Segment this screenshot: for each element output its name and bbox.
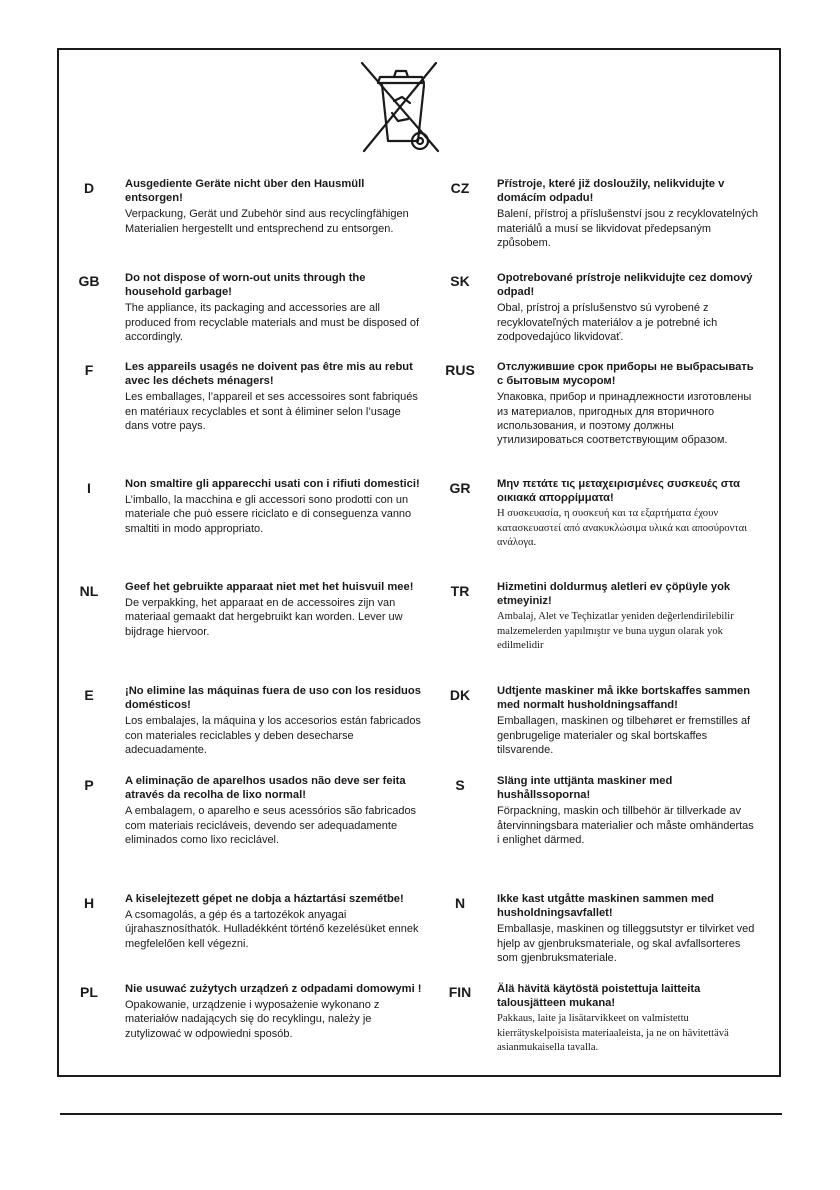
language-code-n: N <box>454 895 466 911</box>
language-code-e: E <box>84 687 94 703</box>
language-code-d: D <box>83 180 95 196</box>
notice-title: Μην πετάτε τις μεταχειρισμένες συσκευές στα οικιακά απορρίμματα! <box>497 478 741 505</box>
notice-title: Les appareils usagés ne doivent pas être mis au rebut avec les déchets ménagers! <box>125 361 413 388</box>
language-code-gb: GB <box>78 273 100 289</box>
notice-tr <box>497 580 759 653</box>
language-code-fin: FIN <box>448 984 472 1000</box>
language-code-f: F <box>84 362 94 378</box>
language-code-sk: SK <box>450 273 470 289</box>
notice-title: Ikke kast utgåtte maskinen sammen med husholdningsavfallet! <box>497 893 715 920</box>
notice-title: Udtjente maskiner må ikke bortskaffes sammen med normalt husholdningsaffand! <box>497 685 751 712</box>
notice-pl <box>125 982 425 1041</box>
notice-n <box>497 892 759 965</box>
language-code-s: S <box>455 777 465 793</box>
language-code-h: H <box>83 895 95 911</box>
notice-body: Förpackning, maskin och tillbehör är tillverkade av återvinningsbara materialier och måste omhändertas i enlighet därmed. <box>497 805 754 846</box>
notice-title: Hizmetini doldurmuş aletleri ev çöpüyle yok etmeyiniz! <box>497 581 731 608</box>
language-code-tr: TR <box>450 583 470 599</box>
notice-body: A csomagolás, a gép és a tartozékok anyagai újrahasznosíthatók. Hulladékként történő kezelésüket ennek megfelelően kell végezni. <box>125 909 419 950</box>
language-code-p: P <box>84 777 94 793</box>
notice-title: Přístroje, které již dosloužily, nelikvidujte v domácím odpadu! <box>497 178 725 205</box>
notice-title: A kiselejtezett gépet ne dobja a háztartási szemétbe! <box>125 893 404 905</box>
notice-f <box>125 360 425 433</box>
notice-body: L’imballo, la macchina e gli accessori sono prodotti con un materiale che può essere riciclato e di conseguenza vanno smaltiti in modo appropriato. <box>125 494 412 535</box>
notice-d <box>125 177 425 236</box>
notice-body: Obal, prístroj a príslušenstvo sú vyrobené z recyklovateľných materiálov a je potrebné ich zodpovedajúco likvidovať. <box>497 302 718 343</box>
notice-body: A embalagem, o aparelho e seus acessórios são fabricados com materiais recicláveis, devendo ser adequadamente eliminados como lixo reciclável. <box>125 805 417 846</box>
notice-body: De verpakking, het apparaat en de accessoires zijn van materiaal gemaakt dat hergebruikt kan worden. Lever uw bijdrage hiervoor. <box>125 597 403 638</box>
notice-cz <box>497 177 759 250</box>
notice-title: Non smaltire gli apparecchi usati con i rifiuti domestici! <box>125 478 420 490</box>
notice-title: Nie usuwać zużytych urządzeń z odpadami domowymi ! <box>125 983 422 995</box>
notice-title: A eliminação de aparelhos usados não deve ser feita através da recolha de lixo normal! <box>125 775 406 802</box>
notice-title: Opotrebované prístroje nelikvidujte cez domový odpad! <box>497 272 753 299</box>
notice-body: Η συσκευασία, η συσκευή και τα εξαρτήματα έχουν κατασκευαστεί από ανακυκλώσιμα υλικά και αποσύρονται ανάλογα. <box>497 508 748 548</box>
footer-divider <box>60 1113 782 1115</box>
notice-body: Balení, přístroj a příslušenství jsou z recyklovatelných materiálů a musí se likvidovat předepsaným způsobem. <box>497 208 759 249</box>
language-code-nl: NL <box>79 583 99 599</box>
notice-body: Emballasje, maskinen og tilleggsutstyr er tilvirket ved hjelp av gjenbruksmateriale, og skal avfallsorteres som gjenbruksmateriale. <box>497 923 755 964</box>
notice-body: Упаковка, прибор и принадлежности изготовлены из материалов, пригодных для вторичного использования, и поэтому должны утилизироваться соответствующим образом. <box>497 391 752 447</box>
notice-i <box>125 477 425 550</box>
notice-rus <box>497 360 759 447</box>
notice-gb <box>125 271 425 344</box>
language-code-i: I <box>87 480 91 496</box>
notice-title: Geef het gebruikte apparaat niet met het huisvuil mee! <box>125 581 414 593</box>
notice-p <box>125 774 425 847</box>
notice-title: ¡No elimine las máquinas fuera de uso con los residuos domésticos! <box>125 685 421 712</box>
notice-e <box>125 684 425 757</box>
notice-nl <box>125 580 425 639</box>
notice-dk <box>497 684 759 757</box>
notice-s <box>497 774 759 847</box>
notice-body: Ambalaj, Alet ve Teçhizatlar yeniden değerlendirilebilir malzemelerden yapılmıştır ve buna uygun olarak yok edilmelidir <box>497 611 734 651</box>
notice-body: Los embalajes, la máquina y los accesorios están fabricados con materiales reciclables y deben desecharse adecuadamente. <box>125 715 421 756</box>
language-code-cz: CZ <box>450 180 470 196</box>
crossed-out-wheelie-bin-icon <box>358 57 442 157</box>
language-code-pl: PL <box>80 984 98 1000</box>
language-code-rus: RUS <box>445 362 475 378</box>
notice-body: Verpackung, Gerät und Zubehör sind aus recyclingfähigen Materialien hergestellt und entsprechend zu entsorgen. <box>125 208 409 235</box>
notice-body: Emballagen, maskinen og tilbehøret er fremstilles af genbrugelige materialer og skal bortskaffes tilsvarende. <box>497 715 751 756</box>
language-code-gr: GR <box>449 480 471 496</box>
notice-h <box>125 892 425 951</box>
notice-body: Opakowanie, urządzenie i wyposażenie wykonano z materiałów nadających się do recyklingu, należy je zutylizować w odpowiedni sposób. <box>125 999 380 1040</box>
notice-title: Отслужившие срок приборы не выбрасывать с бытовым мусором! <box>497 361 754 388</box>
notice-fin <box>497 982 759 1055</box>
language-code-dk: DK <box>449 687 471 703</box>
notice-body: Les emballages, l’appareil et ses accessoires sont fabriqués en matériaux recyclables et sont à éliminer selon l’usage dans votre pays. <box>125 391 418 432</box>
notice-title: Släng inte uttjänta maskiner med hushållssoporna! <box>497 775 673 802</box>
notice-sk <box>497 271 759 344</box>
notice-title: Do not dispose of worn-out units through the household garbage! <box>125 272 366 299</box>
notice-body: Pakkaus, laite ja lisätarvikkeet on valmistettu kierrätyskelpoisista materiaaleista, ja ne on hävitettävä asianmukaisella tavalla. <box>497 1013 729 1053</box>
notice-body: The appliance, its packaging and accessories are all produced from recyclable materials and must be disposed of accordingly. <box>125 302 420 343</box>
notice-gr <box>497 477 759 550</box>
notice-title: Ausgediente Geräte nicht über den Hausmüll entsorgen! <box>125 178 365 205</box>
notice-title: Älä hävitä käytöstä poistettuja laitteita talousjätteen mukana! <box>497 983 701 1010</box>
